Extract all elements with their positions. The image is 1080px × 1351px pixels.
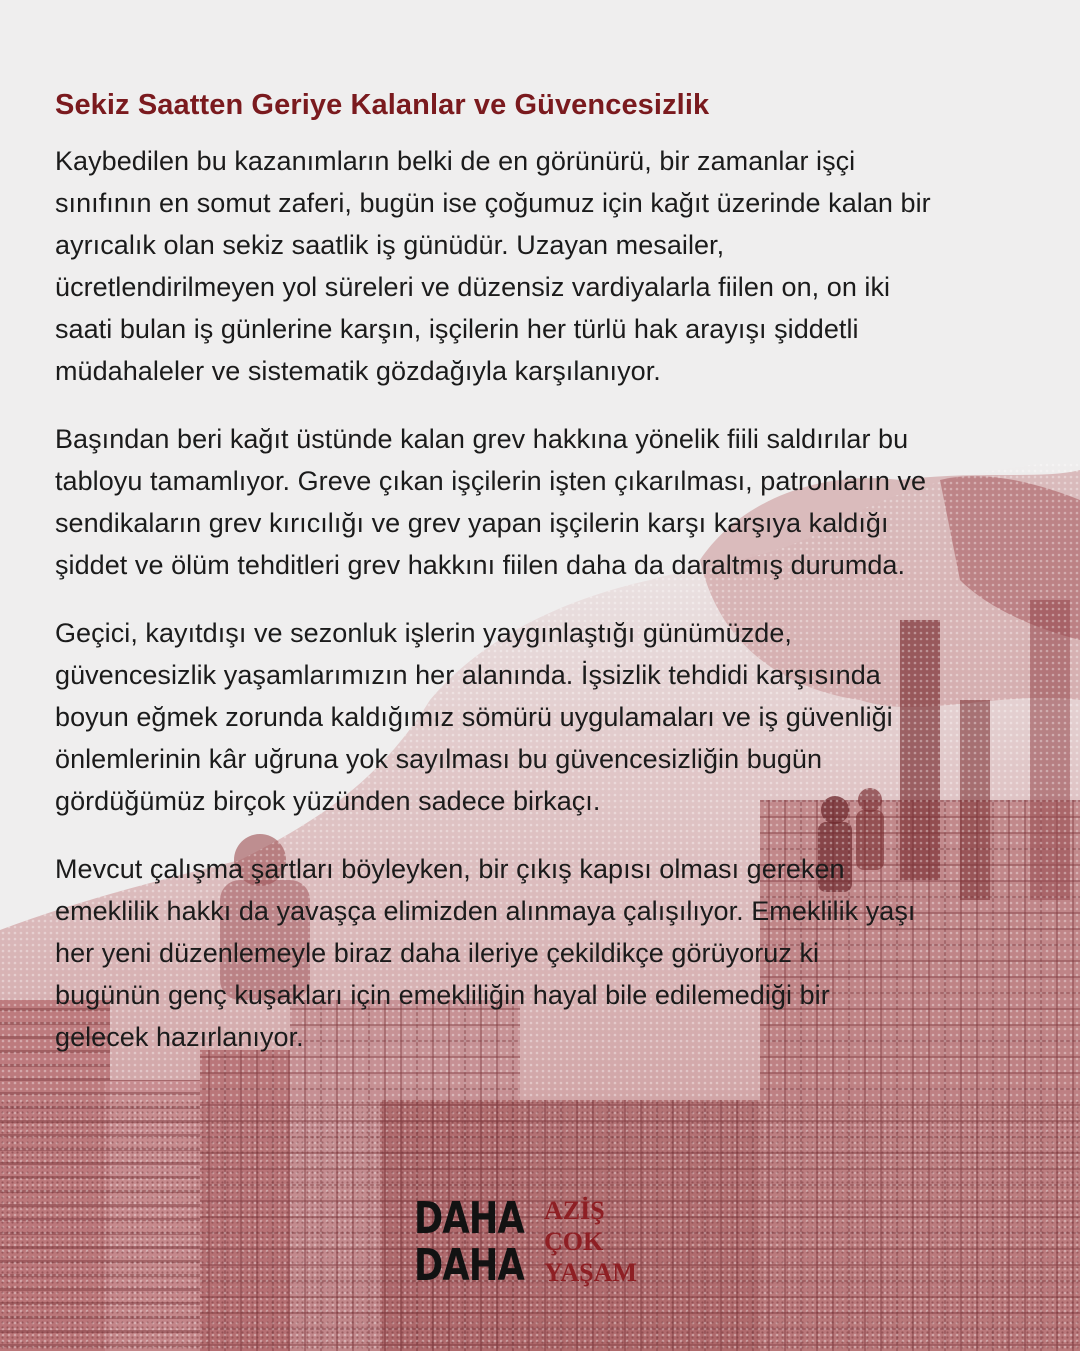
- paragraph-line: şiddet ve ölüm tehditleri grev hakkını fiilen daha da daraltmış durumda.: [55, 550, 906, 580]
- paragraph-line: Mevcut çalışma şartları böyleyken, bir çıkış kapısı olması gereken: [55, 854, 845, 884]
- article-paragraph: [55, 140, 1035, 392]
- logo-right-block: [544, 1196, 664, 1288]
- paragraph-line: saati bulan iş günlerine karşın, işçilerin her türlü hak arayışı şiddetli: [55, 314, 859, 344]
- paragraph-line: gördüğümüz birçok yüzünden sadece birkaçı.: [55, 786, 601, 816]
- article-body: [55, 140, 1035, 1058]
- paragraph-line: ücretlendirilmeyen yol süreleri ve düzensiz vardiyalarla fiilen on, on iki: [55, 272, 891, 302]
- logo-word: DAHA: [414, 1193, 524, 1244]
- article-paragraph: [55, 848, 1035, 1058]
- logo-word: AZİŞ: [544, 1196, 605, 1225]
- logo-word: YAŞAM: [544, 1258, 637, 1287]
- paragraph-line: gelecek hazırlanıyor.: [55, 1022, 304, 1052]
- paragraph-line: Kaybedilen bu kazanımların belki de en görünürü, bir zamanlar işçi: [55, 146, 856, 176]
- paragraph-line: Geçici, kayıtdışı ve sezonluk işlerin yaygınlaştığı günümüzde,: [55, 618, 792, 648]
- article-paragraph: [55, 612, 1035, 822]
- article: [55, 80, 1035, 1058]
- paragraph-line: güvencesizlik yaşamlarımızın her alanında. İşsizlik tehdidi karşısında: [55, 660, 881, 690]
- paragraph-line: sınıfının en somut zaferi, bugün ise çoğumuz için kağıt üzerinde kalan bir: [55, 188, 931, 218]
- paragraph-line: tabloyu tamamlıyor. Greve çıkan işçilerin işten çıkarılması, patronların ve: [55, 466, 927, 496]
- daha-azis-cok-yasam-logo: [414, 1193, 664, 1291]
- paragraph-line: bugünün genç kuşakları için emekliliğin hayal bile edilemediği bir: [55, 980, 830, 1010]
- paragraph-line: önlemlerinin kâr uğruna yok sayılması bu güvencesizliğin bugün: [55, 744, 823, 774]
- paragraph-line: emeklilik hakkı da yavaşça elimizden alınmaya çalışılıyor. Emeklilik yaşı: [55, 896, 916, 926]
- logo-word: ÇOK: [544, 1227, 604, 1256]
- paragraph-line: boyun eğmek zorunda kaldığımız sömürü uygulamaları ve iş güvenliği: [55, 702, 893, 732]
- logo-word: DAHA: [414, 1240, 524, 1291]
- article-paragraph: [55, 418, 1035, 586]
- paragraph-line: Başından beri kağıt üstünde kalan grev hakkına yönelik fiili saldırılar bu: [55, 424, 909, 454]
- paragraph-line: ayrıcalık olan sekiz saatlik iş günüdür. Uzayan mesailer,: [55, 230, 725, 260]
- paragraph-line: müdahaleler ve sistematik gözdağıyla karşılanıyor.: [55, 356, 661, 386]
- paragraph-line: sendikaların grev kırıcılığı ve grev yapan işçilerin karşı karşıya kaldığı: [55, 508, 889, 538]
- paragraph-line: her yeni düzenlemeyle biraz daha ileriye çekildikçe görüyoruz ki: [55, 938, 820, 968]
- article-title: Sekiz Saatten Geriye Kalanlar ve Güvencesizlik: [55, 89, 710, 121]
- logo-left-block: [414, 1193, 544, 1291]
